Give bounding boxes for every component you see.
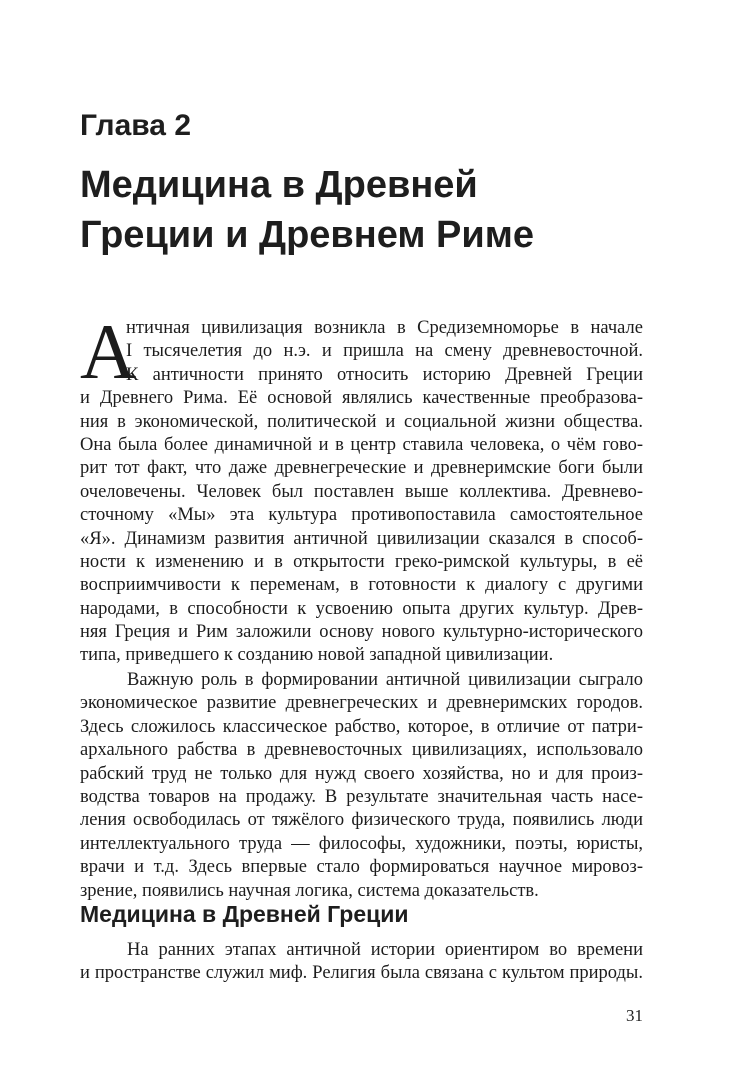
text-line: народами, в способности к усвоению опыта других культур. Древ- <box>80 598 643 619</box>
chapter-title-line: Греции и Древнем Риме <box>80 214 534 256</box>
text-line: архального рабства в древневосточных цивилизациях, использовало <box>80 740 643 761</box>
page-number: 31 <box>626 1006 643 1025</box>
text-line: очеловечены. Человек был поставлен выше коллектива. Древнево- <box>80 481 643 502</box>
paragraph-intro <box>80 308 643 668</box>
text-line: ности к изменению и в открытости греко-римской культуры, в её <box>80 551 643 572</box>
text-line: экономическое развитие древнегреческих и древнеримских городов. <box>80 693 643 714</box>
text-line: нтичная цивилизация возникла в Средиземноморье в начале <box>126 318 643 338</box>
text-line: Она была более динамичной и в центр ставила человека, о чём гово- <box>80 434 643 455</box>
text-line: Здесь сложилось классическое рабство, которое, в отличие от патри- <box>80 716 643 737</box>
section-heading: Медицина в Древней Греции <box>80 901 409 927</box>
text-line: сточному «Мы» эта культура противопоставила самостоятельное <box>80 505 643 526</box>
paragraph-economy <box>80 669 643 903</box>
text-line: восприимчивости к переменам, в готовности к диалогу с другими <box>80 575 643 596</box>
text-line: зрение, появились научная логика, система доказательств. <box>80 880 539 901</box>
text-line: «Я». Динамизм развития античной цивилизации сказался в способ- <box>80 528 643 549</box>
text-line: рабский труд не только для нужд своего хозяйства, но и для произ- <box>80 763 643 784</box>
chapter-label: Глава 2 <box>80 109 192 142</box>
text-line: рит тот факт, что даже древнегреческие и древнеримские боги были <box>80 458 643 479</box>
text-line: и Древнего Рима. Её основой являлись качественные преобразова- <box>80 388 643 409</box>
text-line: интеллектуального труда — философы, художники, поэты, юристы, <box>80 833 643 854</box>
chapter-title <box>80 160 680 260</box>
text-line: водства товаров на продажу. В результате значительная часть насе- <box>80 786 643 807</box>
text-line: К античности принято относить историю Древней Греции <box>126 364 643 385</box>
text-line: врачи и т.д. Здесь впервые стало формироваться научное мировоз- <box>80 857 643 878</box>
drop-cap: А <box>80 308 137 395</box>
text-line: Важную роль в формировании античной цивилизации сыграло <box>127 670 643 690</box>
text-line: ления освободилась от тяжёлого физического труда, появились люди <box>80 810 643 831</box>
paragraph-early-greece <box>80 939 643 986</box>
text-line: типа, приведшего к созданию новой западной цивилизации. <box>80 645 554 666</box>
text-line: няя Греция и Рим заложили основу нового культурно-исторического <box>80 622 643 643</box>
text-line: и пространстве служил миф. Религия была связана с культом природы. <box>80 963 643 984</box>
text-line: I тысячелетия до н.э. и пришла на смену древневосточной. <box>126 341 643 362</box>
text-line: ния в экономической, политической и социальной жизни общества. <box>80 411 643 432</box>
text-line: На ранних этапах античной истории ориентиром во времени <box>127 940 643 960</box>
chapter-title-line: Медицина в Древней <box>80 164 478 206</box>
